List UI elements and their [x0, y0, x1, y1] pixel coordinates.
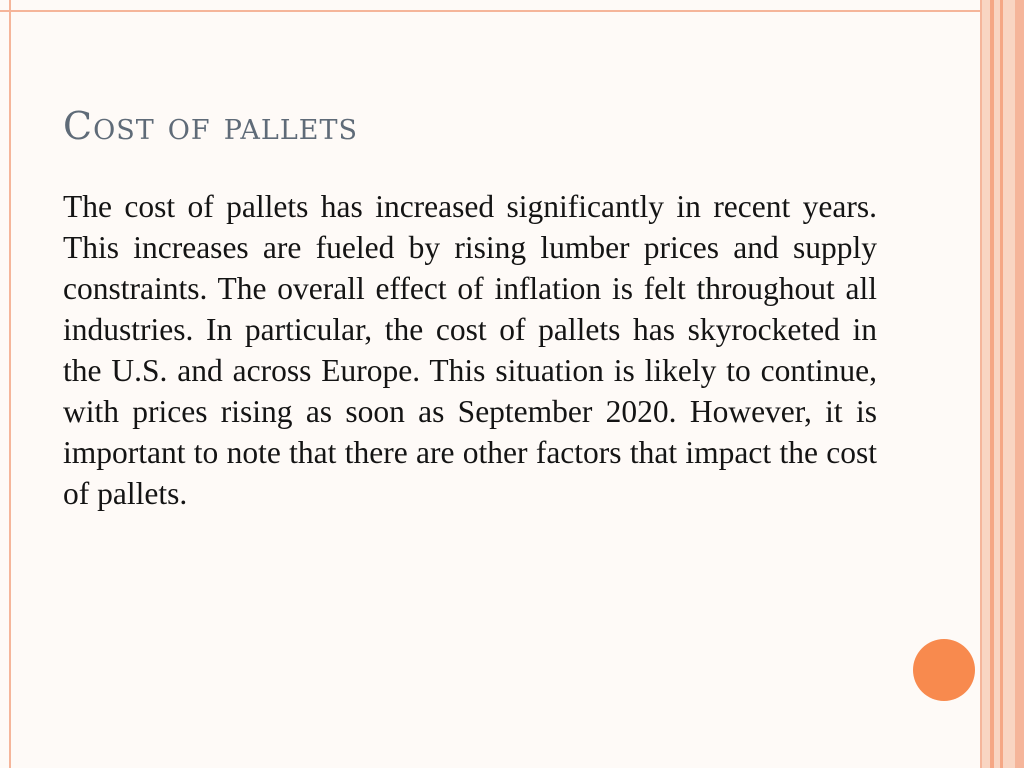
stripe	[1015, 0, 1024, 768]
stripe	[982, 0, 990, 768]
slide-title: Cost of pallets	[63, 104, 359, 148]
slide-frame-top-line	[0, 10, 980, 12]
slide-body-text: The cost of pallets has increased significantly in recent years. This increases are fueled by rising lumber prices and supply constraints. The overall effect of inflation is felt throughout all industries. In particular, the cost of pallets has skyrocketed in the U.S. and across Europe. This situation is likely to continue, with prices rising as soon as September 2020. However, it is important to note that there are other factors that impact the cost of pallets.	[63, 189, 877, 511]
orange-circle-accent	[913, 639, 975, 701]
slide-frame-left-line	[9, 0, 11, 768]
stripe	[1003, 0, 1015, 768]
